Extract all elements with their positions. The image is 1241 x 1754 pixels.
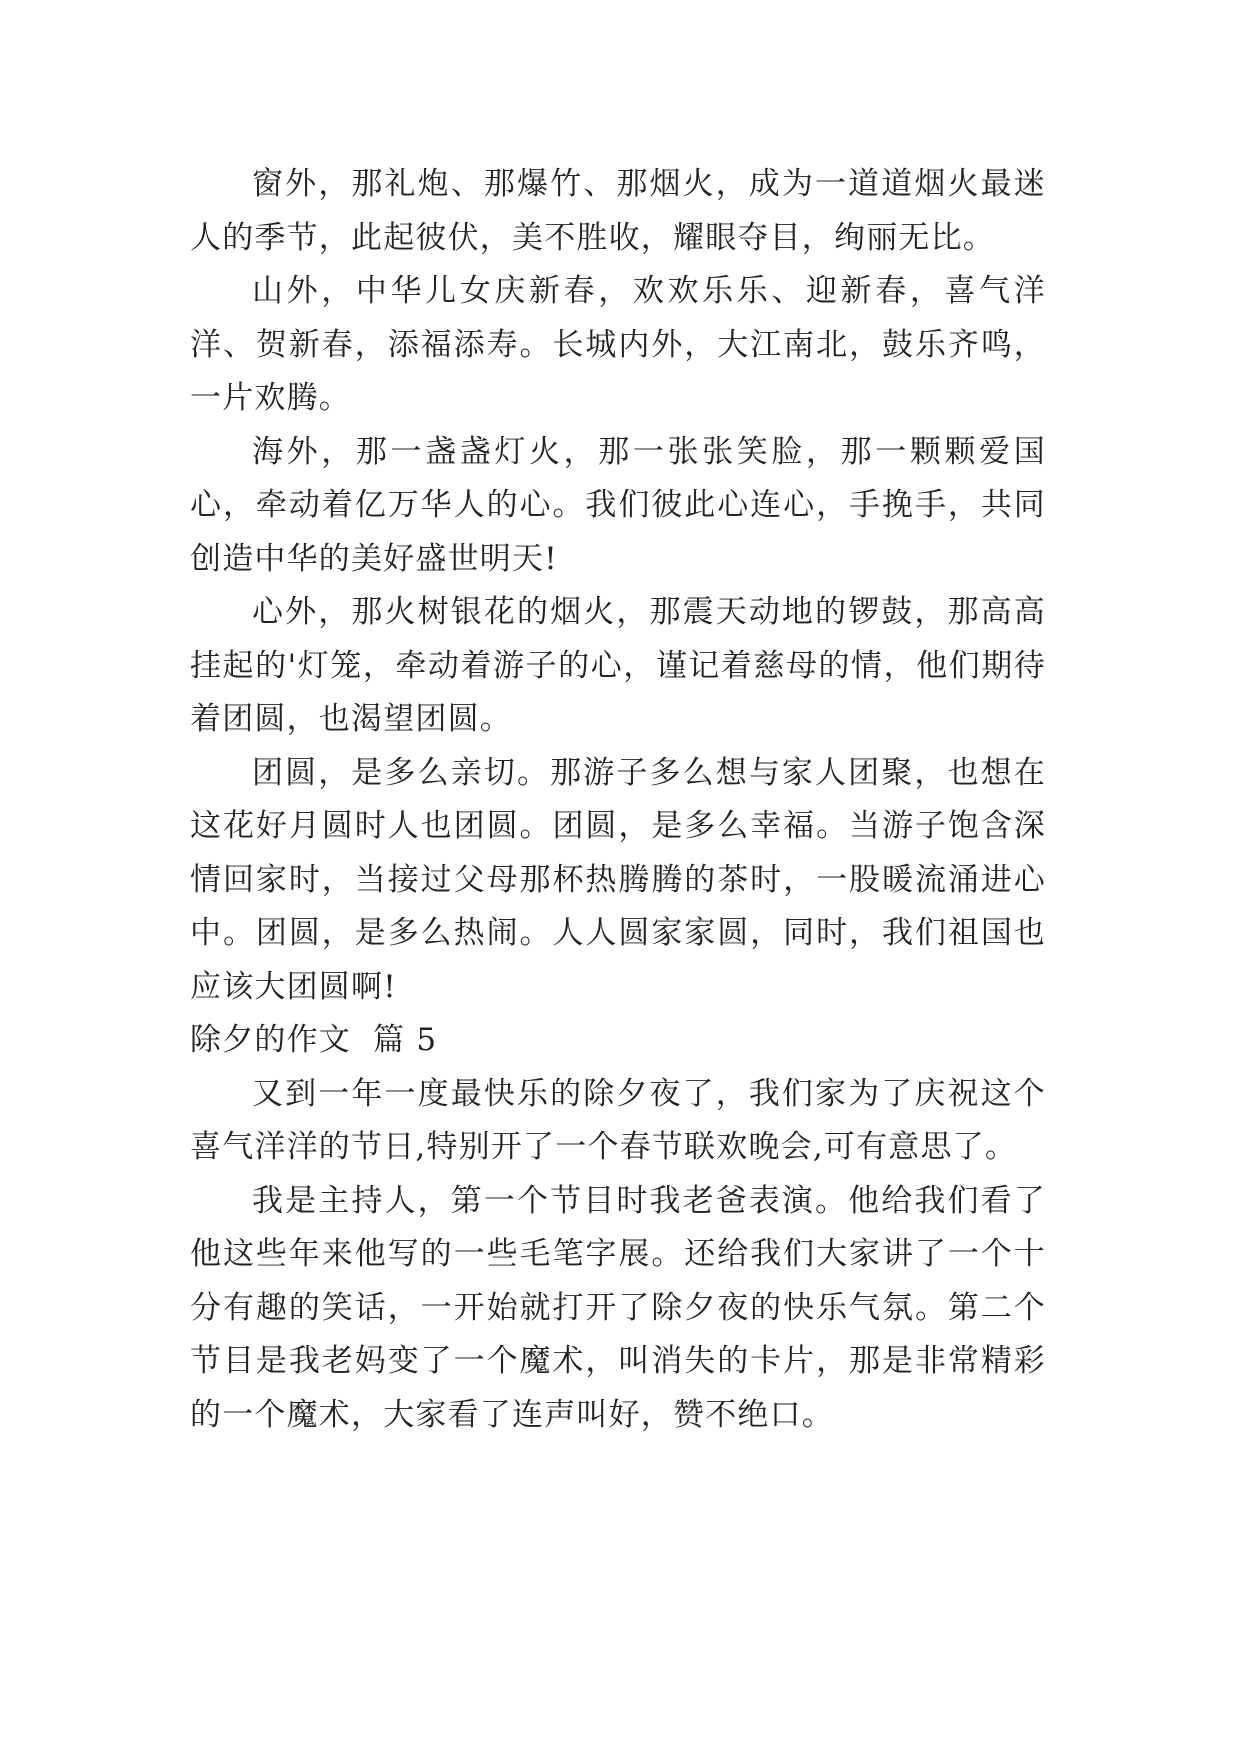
paragraph: 心外，那火树银花的烟火，那震天动地的锣鼓，那高高挂起的'灯笼，牵动着游子的心，谨记着慈母的情，他们期待着团圆，也渴望团圆。 (190, 594, 1046, 737)
paragraph: 我是主持人，第一个节目时我老爸表演。他给我们看了他这些年来他写的一些毛笔字展。还给我们大家讲了一个十分有趣的笑话，一开始就打开了除夕夜的快乐气氛。第二个节目是我老妈变了一个魔术，叫消失的卡片，那是非常精彩的一个魔术，大家看了连声叫好，赞不绝口。 (190, 1182, 1046, 1433)
section-title: 除夕的作文 篇 5 (190, 1022, 438, 1058)
paragraph: 山外，中华儿女庆新春，欢欢乐乐、迎新春，喜气洋洋、贺新春，添福添寿。长城内外，大江南北，鼓乐齐鸣，一片欢腾。 (190, 273, 1046, 416)
paragraph: 海外，那一盏盏灯火，那一张张笑脸，那一颗颗爱国心，牵动着亿万华人的心。我们彼此心连心，手挽手，共同创造中华的美好盛世明天! (190, 433, 1046, 577)
paragraph: 团圆，是多么亲切。那游子多么想与家人团聚，也想在这花好月圆时人也团圆。团圆，是多么幸福。当游子饱含深情回家时，当接过父母那杯热腾腾的茶时，一股暖流涌进心中。团圆，是多么热闹。人人圆家家圆，同时，我们祖国也应该大团圆啊! (190, 754, 1046, 1005)
paragraph: 又到一年一度最快乐的除夕夜了，我们家为了庆祝这个喜气洋洋的节日,特别开了一个春节联欢晚会,可有意思了。 (190, 1075, 1046, 1165)
paragraph: 窗外，那礼炮、那爆竹、那烟火，成为一道道烟火最迷人的季节，此起彼伏，美不胜收，耀眼夺目，绚丽无比。 (190, 166, 1046, 256)
document-body (190, 158, 1046, 1442)
